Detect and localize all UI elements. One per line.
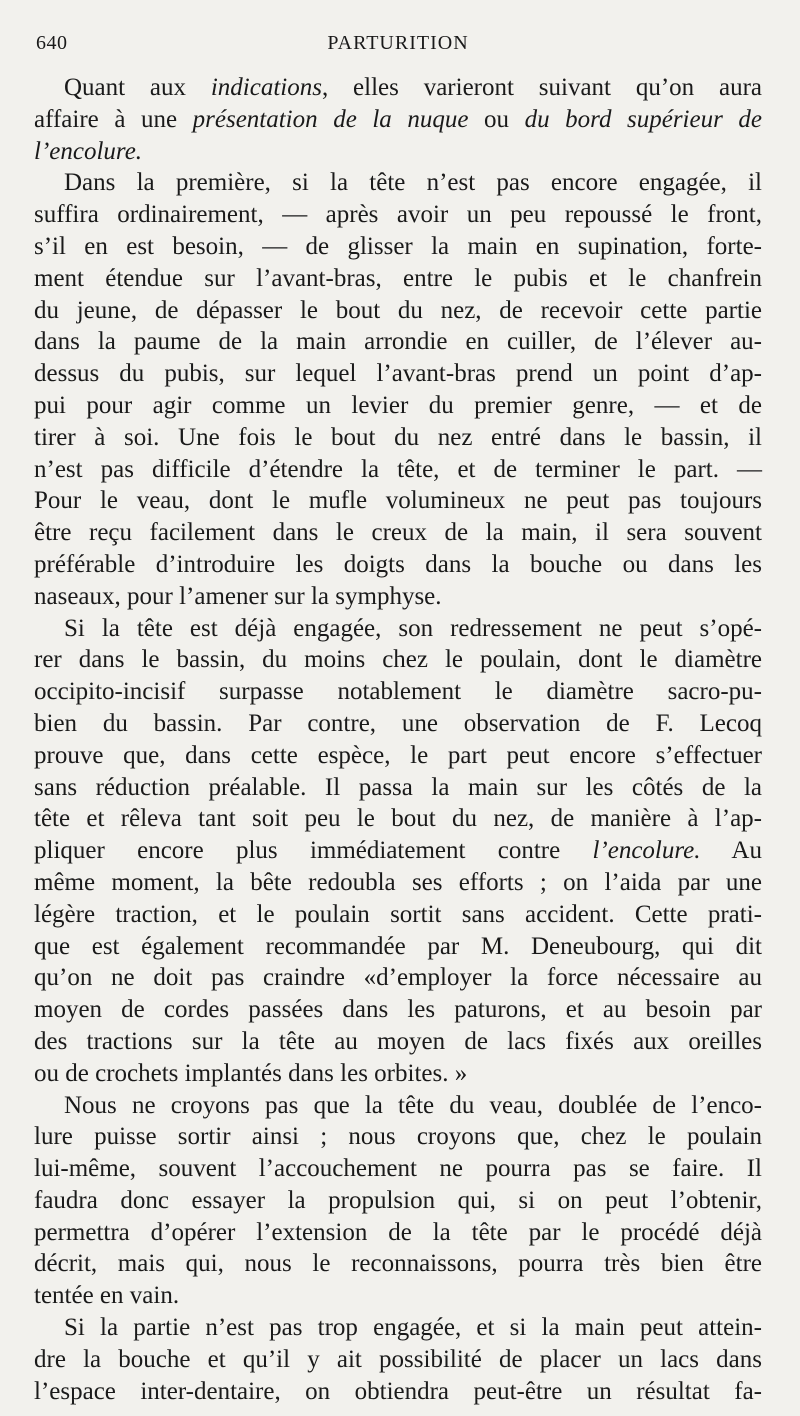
text-line: affaire à une présentation de la nuque ou du bord supérieur de	[34, 105, 762, 133]
text-line: moyen de cordes passées dans les paturons, et au besoin par	[34, 996, 762, 1024]
text-line: tirer à soi. Une fois le bout du nez entré dans le bassin, il	[34, 423, 762, 451]
italic-phrase: l’encolure.	[592, 837, 701, 865]
text-line: pliquer encore plus immédiatement contre l’encolure. Au	[34, 837, 762, 865]
italic-phrase: indications	[210, 74, 322, 101]
text-line: Pour le veau, dont le mufle volumineux ne peut pas toujours	[34, 487, 762, 515]
text-line: préférable d’introduire les doigts dans la bouche ou dans les	[34, 550, 762, 578]
text-line: prouve que, dans cette espèce, le part peut encore s’effectuer	[34, 741, 762, 769]
text-line: du jeune, de dépasser le bout du nez, de recevoir cette partie	[34, 296, 762, 324]
text-line: l’espace inter-dentaire, on obtiendra peut-être un résultat fa-	[34, 1377, 762, 1405]
text-line: légère traction, et le poulain sortit sans accident. Cette prati-	[34, 900, 762, 928]
text-line: dessus du pubis, sur lequel l’avant-bras prend un point d’ap-	[34, 360, 762, 388]
page-number: 640	[36, 32, 68, 54]
text-line: tête et rêleva tant soit peu le bout du nez, de manière à l’ap-	[34, 805, 762, 833]
text-line: ou de crochets implantés dans les orbites. »	[34, 1059, 468, 1087]
text-line: que est également recommandée par M. Deneubourg, qui dit	[34, 932, 762, 960]
text-line: des tractions sur la tête au moyen de lacs fixés aux oreilles	[34, 1027, 762, 1055]
text-line: décrit, mais qui, nous le reconnaissons, pourra très bien être	[34, 1250, 762, 1278]
text-line: occipito-incisif surpasse notablement le diamètre sacro-pu-	[34, 678, 762, 706]
text-line: qu’on ne doit pas craindre «d’employer la force nécessaire au	[34, 964, 762, 992]
text-line: Si la partie n’est pas trop engagée, et si la main peut attein-	[64, 1314, 762, 1342]
text-line: faudra donc essayer la propulsion qui, si on peut l’obtenir,	[34, 1186, 762, 1214]
text-line	[34, 136, 762, 168]
text-line: être reçu facilement dans le creux de la main, il sera souvent	[34, 519, 762, 547]
running-title: PARTURITION	[327, 32, 469, 54]
text-line: tentée en vain.	[34, 1282, 180, 1310]
text-line: s’il en est besoin, — de glisser la main en supination, forte-	[34, 232, 762, 260]
italic-phrase: présentation de la nuque	[192, 105, 469, 133]
text-line: Dans la première, si la tête n’est pas encore engagée, il	[64, 169, 762, 197]
text-line: lui-même, souvent l’accouchement ne pourra pas se faire. Il	[34, 1155, 762, 1183]
text-line: lure puisse sortir ainsi ; nous croyons que, chez le poulain	[34, 1123, 762, 1151]
page-header	[36, 32, 760, 64]
text-line: Quant aux indications, elles varieront suivant qu’on aura	[64, 74, 762, 101]
text-line: bien du bassin. Par contre, une observation de F. Lecoq	[34, 709, 762, 737]
italic-phrase: l’encolure.	[34, 137, 143, 165]
text-line: dre la bouche et qu’il y ait possibilité de placer un lacs dans	[34, 1345, 762, 1373]
text-line: naseaux, pour l’amener sur la symphyse.	[34, 582, 442, 610]
text-line: même moment, la bête redoubla ses efforts ; on l’aida par une	[34, 868, 762, 896]
italic-phrase: du bord supérieur de	[524, 105, 762, 133]
body-text	[34, 72, 762, 1407]
text-line: Si la tête est déjà engagée, son redressement ne peut s’opé-	[64, 614, 762, 642]
text-line: suffira ordinairement, — après avoir un peu repoussé le front,	[34, 201, 762, 229]
text-line: permettra d’opérer l’extension de la tête par le procédé déjà	[34, 1218, 762, 1246]
text-line: ment étendue sur l’avant-bras, entre le pubis et le chanfrein	[34, 264, 762, 292]
text-line: rer dans le bassin, du moins chez le poulain, dont le diamètre	[34, 646, 762, 674]
text-line: sans réduction préalable. Il passa la main sur les côtés de la	[34, 773, 762, 801]
text-line: Nous ne croyons pas que la tête du veau, doublée de l’enco-	[64, 1091, 762, 1119]
text-line: n’est pas difficile d’étendre la tête, et de terminer le part. —	[34, 455, 762, 483]
text-line: pui pour agir comme un levier du premier genre, — et de	[34, 391, 762, 419]
text-line: dans la paume de la main arrondie en cuiller, de l’élever au-	[34, 328, 762, 356]
